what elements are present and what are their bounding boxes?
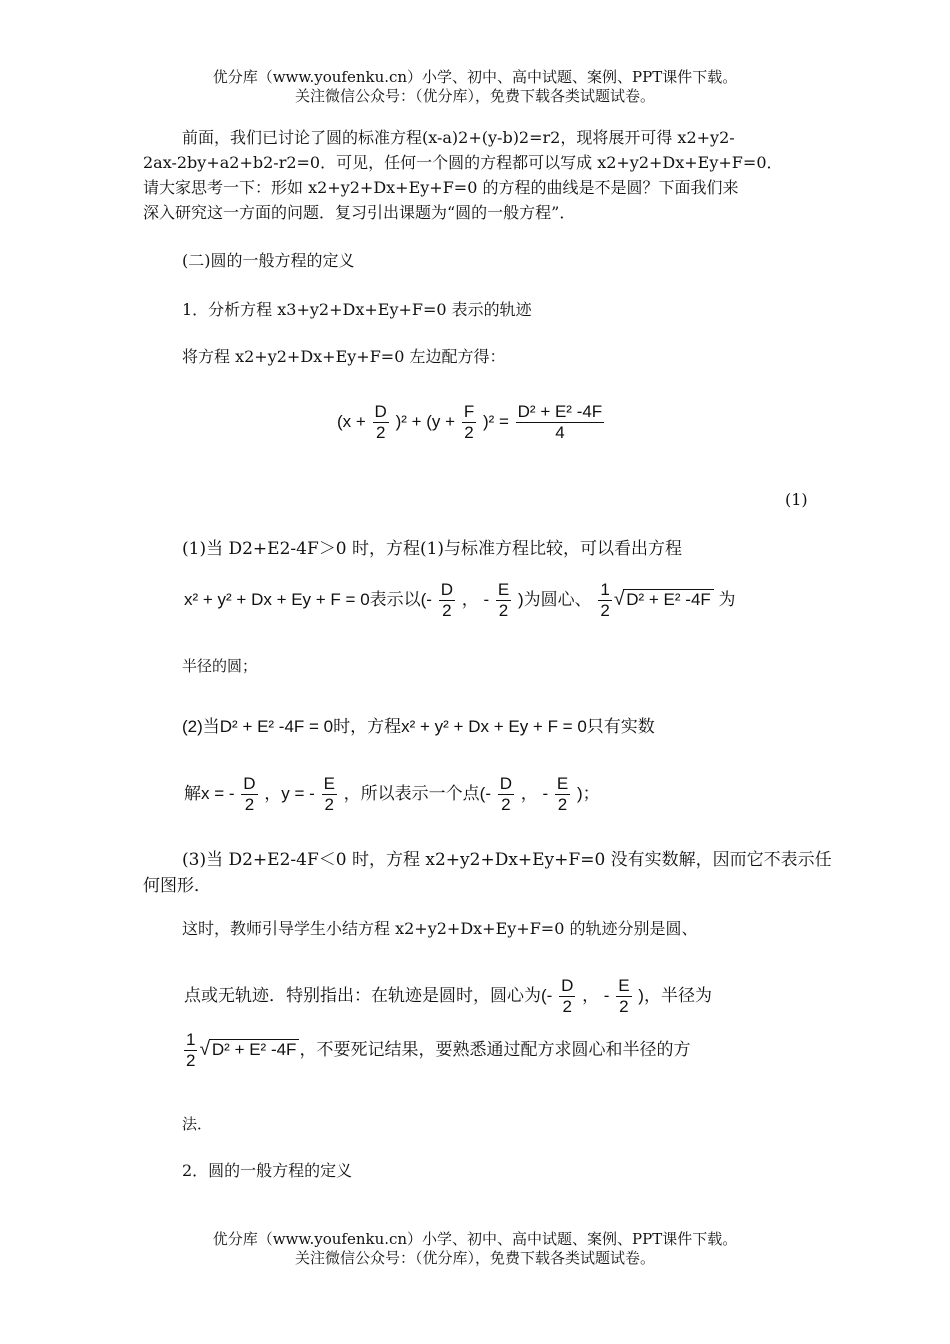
summary-pre: 点或无轨迹．特别指出：在轨迹是圆时，圆心为(- [184,985,553,1005]
eq1-mid: )² + (y + [395,411,456,431]
eq1-frac-d-den: 2 [375,423,386,442]
footer-line-1: 优分库（www.youfenku.cn）小学、初中、高中试题、案例、PPT课件下载。 [212,1230,738,1248]
case2-frac-2-num: E [323,774,335,793]
sqrt-icon: √ [613,588,625,610]
case2-frac-4-den: 2 [557,795,568,814]
case2-frac-2 [322,774,337,815]
case1-frac-e-num: E [497,580,510,599]
intro-line-2: 2ax-2by+a2+b2-r2=0．可见，任何一个圆的方程都可以写成 x2+y2+Dx+Ey+F=0． [143,153,783,172]
eq1-frac-rhs-num: D² + E² -4F [517,402,603,421]
case3-line-2: 何图形． [143,876,211,896]
case1-eq-lhs: x² + y² + Dx + Ey + F = 0表示以(- [184,589,432,609]
summary-frac-d-den: 2 [562,997,572,1016]
sqrt-icon-2: √ [199,1038,210,1060]
case1-frac-d-den: 2 [442,601,452,620]
eq1-frac-f [462,402,476,443]
case2-frac-2-den: 2 [324,795,334,814]
case2-frac-1 [241,774,257,815]
case2-frac-4 [555,774,570,815]
case1-frac-half-num: 1 [600,580,610,599]
case2-frac-4-num: E [556,774,569,793]
summary-frac-half-num: 1 [186,1030,196,1049]
case2-frac-3-den: 2 [501,795,511,814]
footer-line-2: 关注微信公众号：（优分库），免费下载各类试题试卷。 [294,1249,655,1267]
complete-square-text: 将方程 x2+y2+Dx+Ey+F=0 左边配方得： [182,347,506,366]
case2-line-2 [184,774,600,815]
summary-frac-d-num: D [561,976,574,995]
eq1-frac-d-num: D [374,402,387,421]
summary-line-1: 这时，教师引导学生小结方程 x2+y2+Dx+Ey+F=0 的轨迹分别是圆、 [182,919,698,938]
item2-title: 2．圆的一般方程的定义 [182,1161,353,1180]
eq1-frac-rhs [516,402,605,443]
header-line-1: 优分库（www.youfenku.cn）小学、初中、高中试题、案例、PPT课件下载。 [212,68,738,86]
case1-frac-d-num: D [440,580,453,599]
case2-sep: ， - [520,783,549,803]
case1-equation [184,580,736,621]
summary-frac-half [184,1030,197,1071]
case1-tail-line: 半径的圆； [182,657,258,675]
eq1-frac-f-num: F [463,402,475,421]
eq1-frac-f-den: 2 [464,423,474,442]
case2-frac-1-den: 2 [244,795,255,814]
summary-line-3 [182,1030,690,1071]
case2-mid: ，y = - [264,783,315,803]
item1-title: 1．分析方程 x3+y2+Dx+Ey+F=0 表示的轨迹 [182,300,532,319]
case1-mid: )为圆心、 [517,589,592,609]
case2-line-1: (2)当D² + E² -4F = 0时，方程x² + y² + Dx + Ey + F = 0只有实数 [182,717,655,736]
summary-radicand: D² + E² -4F [209,1039,300,1060]
summary-frac-half-den: 2 [186,1051,196,1070]
case2-mid2: ，所以表示一个点(- [343,783,491,803]
case1-frac-e [496,580,511,621]
intro-line-1: 前面，我们已讨论了圆的标准方程(x-a)2+(y-b)2=r2，现将展开可得 x2+y2- [182,128,735,147]
summary-end: )，半径为 [638,985,712,1005]
intro-line-4: 深入研究这一方面的问题．复习引出课题为“圆的一般方程”． [143,203,576,222]
case1-frac-e-den: 2 [498,601,509,620]
case2-frac-3 [498,774,514,815]
eq1-lhs: (x + [337,411,366,431]
summary-frac-e [616,976,631,1017]
summary-frac-d [559,976,575,1017]
case2-frac-1-num: D [243,774,256,793]
eq1-frac-rhs-den: 4 [555,423,565,442]
summary-frac-e-num: E [618,976,630,995]
eq1-frac-d [373,402,389,443]
case2-end: )； [576,783,600,803]
intro-line-3: 请大家思考一下：形如 x2+y2+Dx+Ey+F=0 的方程的曲线是不是圆？下面我们来 [143,178,739,197]
case1-radicand: D² + E² -4F [623,589,714,610]
header-line-2: 关注微信公众号：（优分库），免费下载各类试题试卷。 [294,87,655,105]
equation-label: (1) [785,490,808,509]
eq1-rhs-pre: )² = [482,411,509,431]
summary-line-2 [184,976,712,1017]
case2-pre: 解x = - [184,783,235,803]
equation-1 [337,402,606,443]
case3-line-1: (3)当 D2+E2-4F＜0 时，方程 x2+y2+Dx+Ey+F=0 没有实数解，因而它不表示任 [182,850,832,870]
case1-frac-d [439,580,455,621]
summary-sep: ， - [582,985,610,1005]
summary-frac-e-den: 2 [619,997,629,1016]
case1-frac-half [598,580,611,621]
summary-line-4: 法． [182,1115,213,1133]
section-title: (二)圆的一般方程的定义 [182,251,355,270]
summary-line-3-text: ，不要死记结果，要熟悉通过配方求圆心和半径的方 [299,1039,691,1059]
case1-sep: ， - [461,589,490,609]
case1-text: (1)当 D2+E2-4F＞0 时，方程(1)与标准方程比较，可以看出方程 [182,539,683,559]
case1-frac-half-den: 2 [600,601,610,620]
case1-tail: 为 [718,589,736,609]
case2-frac-3-num: D [499,774,512,793]
